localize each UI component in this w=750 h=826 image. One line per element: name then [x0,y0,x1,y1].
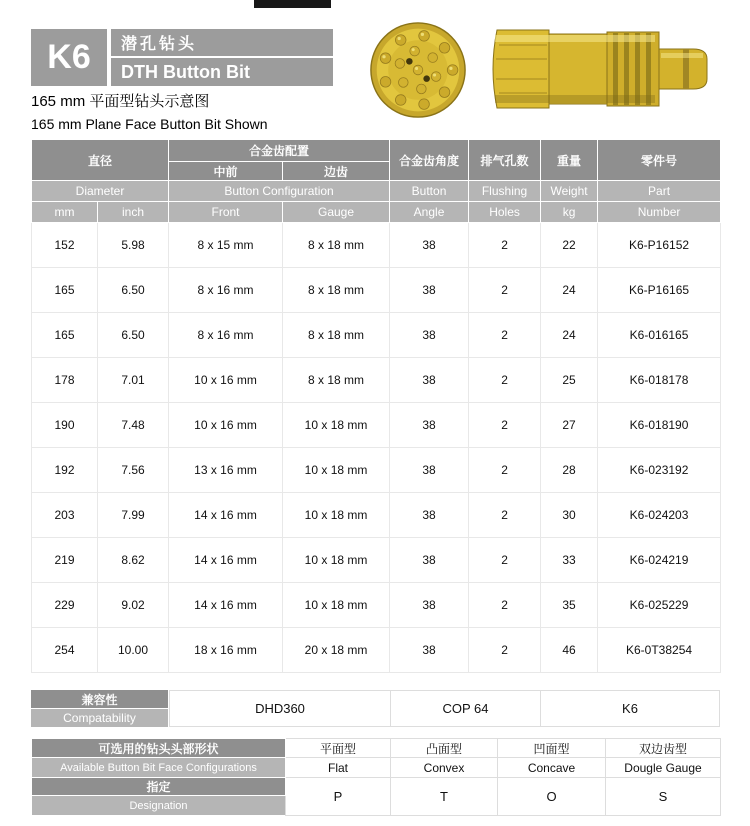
spec-table-header [32,140,721,223]
model-badge: K6 [31,29,107,86]
face-config-label-chinese: 可选用的钻头头部形状 [32,739,286,758]
table-cell: 203 [32,493,98,538]
face-type-english: Dougle Gauge [606,758,721,778]
table-row [32,223,721,268]
table-cell: K6-024219 [598,538,721,583]
face-config-label-english: Available Button Bit Face Configurations [32,758,286,778]
table-row [32,268,721,313]
table-cell: 8 x 18 mm [283,223,390,268]
table-cell: 2 [469,403,541,448]
face-type-english: Flat [286,758,391,778]
spec-table [31,139,721,673]
table-cell: 229 [32,583,98,628]
compatibility-value: DHD360 [169,690,391,727]
table-cell: 38 [390,628,469,673]
col-header-angle-en-2: Angle [390,202,469,223]
table-cell: 30 [541,493,598,538]
title-banners [111,29,333,86]
table-cell: 10 x 18 mm [283,448,390,493]
table-cell: 38 [390,448,469,493]
table-cell: 2 [469,538,541,583]
table-cell: 10 x 16 mm [169,403,283,448]
table-row [32,313,721,358]
drill-bit-side-image [487,27,715,111]
table-cell: K6-0T38254 [598,628,721,673]
table-cell: K6-024203 [598,493,721,538]
table-cell: 2 [469,583,541,628]
table-cell: 7.99 [98,493,169,538]
table-cell: 190 [32,403,98,448]
table-cell: 38 [390,313,469,358]
face-type-chinese: 平面型 [286,739,391,758]
col-header-inch: inch [98,202,169,223]
table-cell: 38 [390,403,469,448]
title-english: DTH Button Bit [111,58,333,86]
table-cell: 192 [32,448,98,493]
table-cell: 8 x 18 mm [283,358,390,403]
face-type-code: P [286,778,391,816]
table-cell: 6.50 [98,313,169,358]
table-cell: 27 [541,403,598,448]
table-cell: K6-P16165 [598,268,721,313]
page-header [31,29,333,86]
face-type-chinese: 凸面型 [391,739,498,758]
col-header-gauge-cn: 边齿 [283,162,390,181]
col-header-diameter-en: Diameter [32,181,169,202]
col-header-part-en-1: Part [598,181,721,202]
col-header-weight-en-2: kg [541,202,598,223]
table-cell: 254 [32,628,98,673]
table-cell: 46 [541,628,598,673]
designation-label-english: Designation [32,796,286,816]
table-row [32,403,721,448]
table-cell: 35 [541,583,598,628]
table-cell: 13 x 16 mm [169,448,283,493]
col-header-config-en: Button Configuration [169,181,390,202]
table-cell: 10 x 18 mm [283,538,390,583]
col-header-front-en: Front [169,202,283,223]
table-cell: K6-016165 [598,313,721,358]
table-cell: 33 [541,538,598,583]
figure-caption-english: 165 mm Plane Face Button Bit Shown [31,116,268,132]
compatibility-section [31,690,720,727]
col-header-front-cn: 中前 [169,162,283,181]
table-cell: 10 x 18 mm [283,403,390,448]
table-cell: 24 [541,268,598,313]
table-cell: 178 [32,358,98,403]
figure-caption [31,90,268,132]
table-cell: 7.48 [98,403,169,448]
table-cell: 8.62 [98,538,169,583]
designation-label-chinese: 指定 [32,778,286,796]
col-header-angle-cn: 合金齿角度 [390,140,469,181]
table-cell: 10 x 16 mm [169,358,283,403]
compatibility-value: K6 [541,690,720,727]
table-row [32,493,721,538]
table-cell: 38 [390,358,469,403]
table-cell: 2 [469,358,541,403]
table-cell: K6-P16152 [598,223,721,268]
table-cell: 8 x 16 mm [169,313,283,358]
table-row [32,583,721,628]
table-cell: 24 [541,313,598,358]
col-header-mm: mm [32,202,98,223]
face-type-chinese: 凹面型 [498,739,606,758]
table-cell: 8 x 16 mm [169,268,283,313]
top-cropped-banner [254,0,331,8]
col-header-weight-en-1: Weight [541,181,598,202]
compatibility-label-english: Compatability [31,709,168,727]
table-cell: 38 [390,583,469,628]
table-cell: 2 [469,313,541,358]
table-cell: 7.56 [98,448,169,493]
table-cell: 9.02 [98,583,169,628]
table-cell: 165 [32,313,98,358]
table-cell: 38 [390,223,469,268]
table-cell: 10.00 [98,628,169,673]
col-header-holes-en-2: Holes [469,202,541,223]
table-row [32,448,721,493]
col-header-config-cn: 合金齿配置 [169,140,390,162]
table-cell: 152 [32,223,98,268]
table-cell: 219 [32,538,98,583]
compatibility-label-chinese: 兼容性 [31,690,168,708]
table-cell: 8 x 18 mm [283,268,390,313]
table-cell: 10 x 18 mm [283,493,390,538]
table-cell: 165 [32,268,98,313]
table-cell: 22 [541,223,598,268]
col-header-weight-cn: 重量 [541,140,598,181]
col-header-holes-cn: 排气孔数 [469,140,541,181]
table-cell: 28 [541,448,598,493]
table-cell: 14 x 16 mm [169,583,283,628]
table-cell: 8 x 18 mm [283,313,390,358]
title-chinese: 潜孔钻头 [111,29,333,56]
table-cell: 25 [541,358,598,403]
face-type-english: Convex [391,758,498,778]
face-type-code: S [606,778,721,816]
table-cell: 14 x 16 mm [169,538,283,583]
table-row [32,628,721,673]
col-header-diameter-cn: 直径 [32,140,169,181]
face-type-code: O [498,778,606,816]
compatibility-value: COP 64 [391,690,541,727]
face-type-english: Concave [498,758,606,778]
bit-face-graphic [371,23,465,117]
table-cell: 38 [390,538,469,583]
table-cell: K6-018190 [598,403,721,448]
drill-bit-face-image [369,21,467,119]
table-cell: K6-023192 [598,448,721,493]
figure-caption-chinese: 165 mm 平面型钻头示意图 [31,93,210,110]
table-cell: K6-018178 [598,358,721,403]
face-type-chinese: 双边齿型 [606,739,721,758]
col-header-part-en-2: Number [598,202,721,223]
table-cell: 20 x 18 mm [283,628,390,673]
table-cell: 2 [469,223,541,268]
table-row [32,538,721,583]
table-cell: 8 x 15 mm [169,223,283,268]
bit-side-graphic [493,30,707,108]
table-cell: 10 x 18 mm [283,583,390,628]
table-cell: 38 [390,493,469,538]
table-cell: 38 [390,268,469,313]
table-row [32,358,721,403]
face-type-code: T [391,778,498,816]
table-cell: 2 [469,493,541,538]
table-cell: 2 [469,448,541,493]
table-cell: 2 [469,628,541,673]
face-config-section [31,738,721,816]
spec-table-body [32,223,721,673]
table-cell: 14 x 16 mm [169,493,283,538]
table-cell: 2 [469,268,541,313]
table-cell: 18 x 16 mm [169,628,283,673]
table-cell: 5.98 [98,223,169,268]
compatibility-label [31,690,168,727]
col-header-gauge-en: Gauge [283,202,390,223]
col-header-holes-en-1: Flushing [469,181,541,202]
table-cell: 7.01 [98,358,169,403]
col-header-angle-en-1: Button [390,181,469,202]
table-cell: K6-025229 [598,583,721,628]
col-header-part-cn: 零件号 [598,140,721,181]
table-cell: 6.50 [98,268,169,313]
